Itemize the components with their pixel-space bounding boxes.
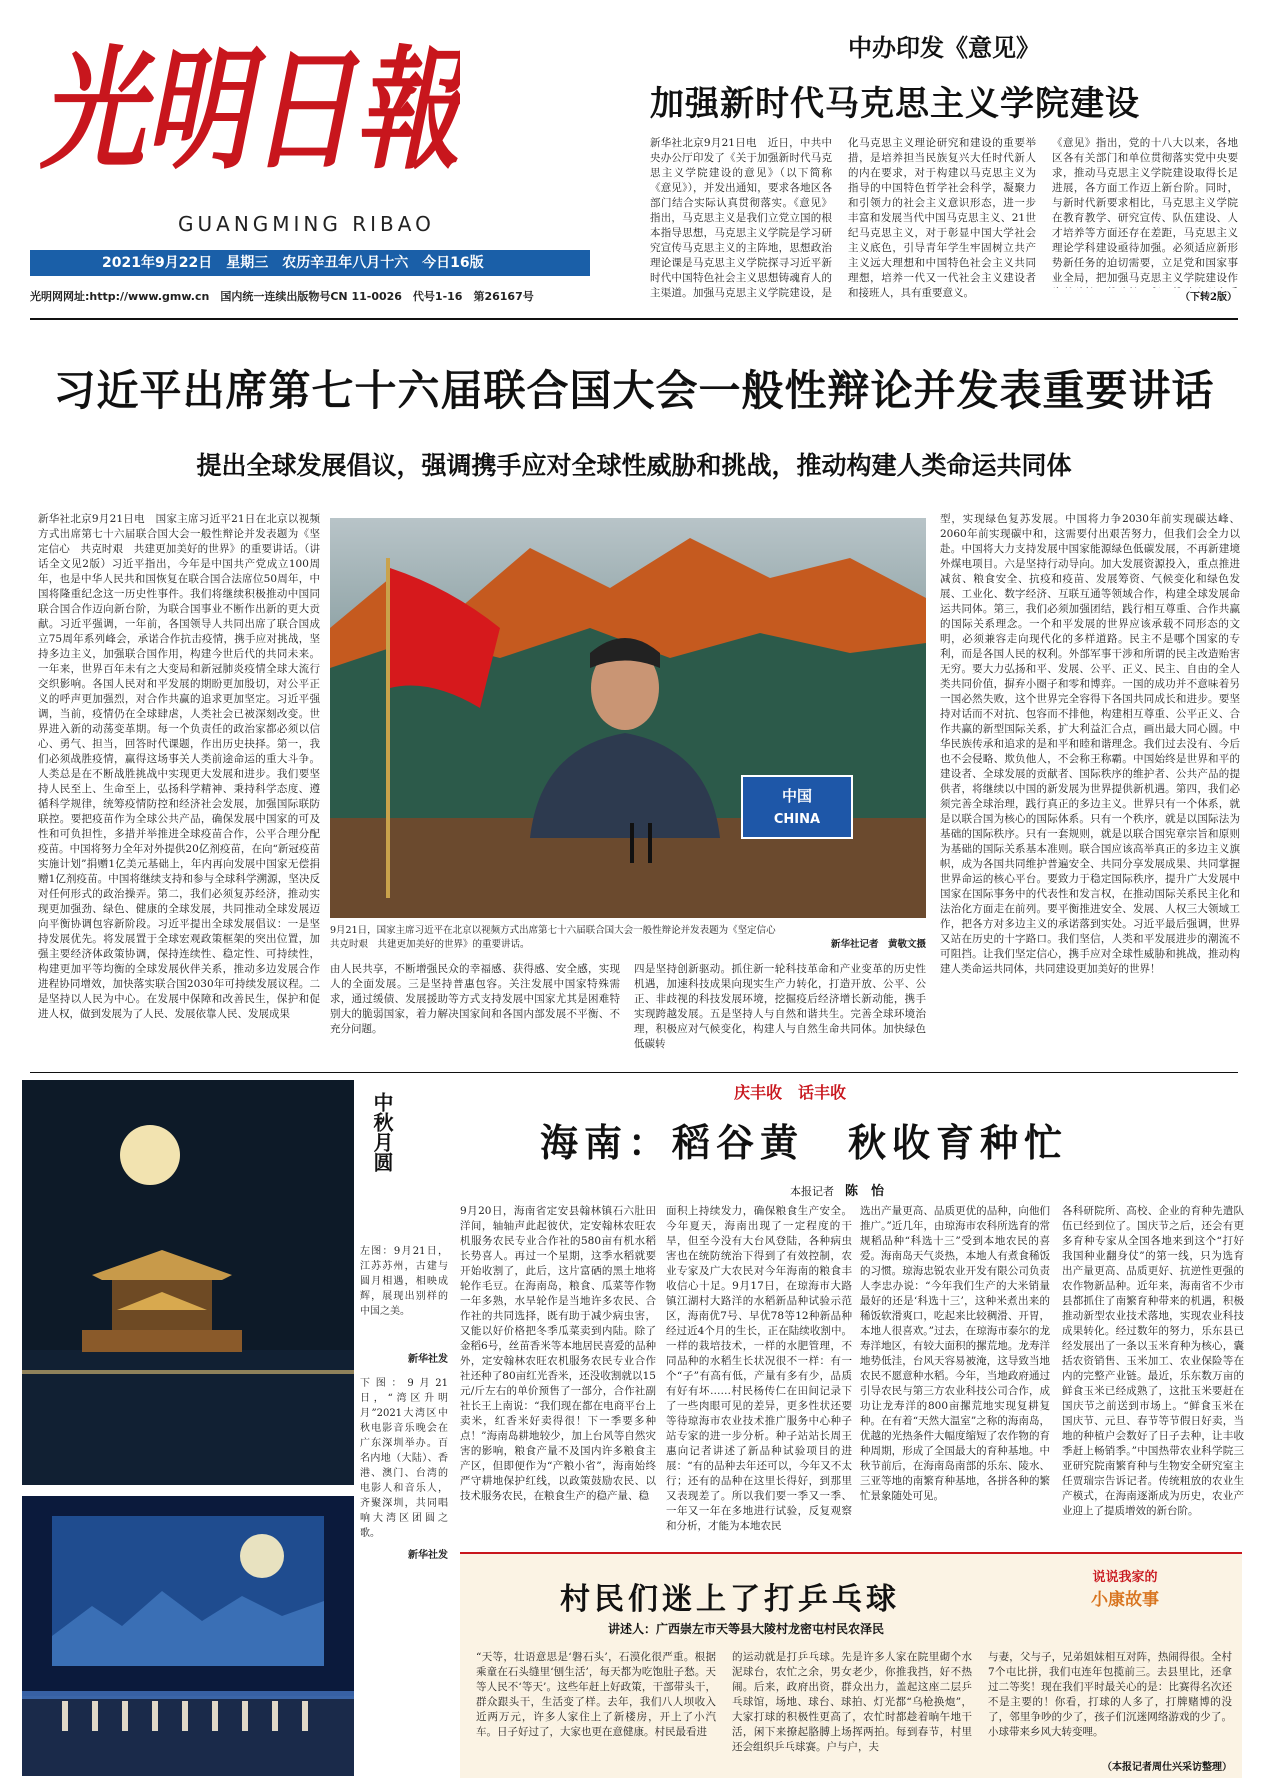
lead-headline: 习近平出席第七十六届联合国大会一般性辩论并发表重要讲话 [53, 366, 1215, 415]
mid-autumn-cap1: 左图：9月21日，江苏苏州，古建与圆月相遇，相映成辉，展现出别样的中国之美。 [360, 1246, 448, 1317]
village-headline: 村民们迷上了打乒乓球 [560, 1582, 900, 1617]
village-column-logo [1070, 1566, 1180, 1626]
hainan-reporter: 陈 怡 [845, 1184, 885, 1199]
hainan-kicker-1: 庆丰收 [734, 1083, 783, 1102]
masthead-logo-text: 光明日報 [40, 33, 460, 178]
village-col1: “天等，壮语意思是‘磐石头’，石漠化很严重。根据乘童在石头缝里‘刨生活’，每天都为吃饱肚子愁。天等人民不‘等天’。这些年赶上好政策，干部带头干，群众跟头干，生活变了样。去年，我们八人坝收入近两万元，许多人家住上了新楼房，开上了小汽车。日子好过了，大家也更在意健康。村民最看进 [476, 1651, 716, 1738]
top-story-headline: 加强新时代马克思主义学院建设 [650, 84, 1140, 124]
mid-autumn-photo-1 [22, 1080, 354, 1485]
hainan-byline-label: 本报记者 [790, 1185, 834, 1198]
village-narrator: 讲述人：广西崇左市天等县大陵村龙密屯村民农泽民 [608, 1622, 885, 1636]
lead-photo [330, 518, 926, 918]
lead-col1: 新华社北京9月21日电 国家主席习近平21日在北京以视频方式出席第七十六届联合国大会一般性辩论并发表题为《坚定信心 共克时艰 共建更加美好的世界》的重要讲话。（讲话全文见2版）习近平指出，今年是中国共产党成立100周年，也是中华人民共和国恢复在联合国合法席位50周年，中国将隆重纪念这一历史性事件。我们将继续积极推动中国同联合国合作迈向新台阶，为联合国事业不断作出新的更大贡献。习近平强调，一年前，各国领导人共同出席了联合国成立75周年系列峰会，承诺合作抗击疫情，携手应对挑战，坚持多边主义，加强联合国作用，构建今世后代的共同未来。一年来，世界百年未有之大变局和新冠肺炎疫情全球大流行交织影响。各国人民对和平发展的期盼更加殷切，对公平正义的呼声更加强烈，对合作共赢的追求更加坚定。习近平强调，当前，疫情仍在全球肆虐，人类社会已被深刻改变。世界进入新的动荡变革期。每一个负责任的政治家都必须以信心、勇气、担当，回答时代课题，作出历史抉择。第一，我们必须战胜疫情，赢得这场事关人类前途命运的重大斗争。人类总是在不断战胜挑战中实现更大发展和进步。我们要坚持人民至上、生命至上，弘扬科学精神、秉持科学态度、遵循科学规律，统筹疫情防控和经济社会发展，加强国际联防联控。要把疫苗作为全球公共产品，确保发展中国家的可及性和可负担性，多措并举推进全球疫苗合作，公平合理分配疫苗。中国将努力全年对外提供20亿剂疫苗，在向“新冠疫苗实施计划”捐赠1亿美元基础上，年内再向发展中国家无偿捐赠1亿剂疫苗。中国将继续支持和参与全球科学溯源，坚决反对任何形式的政治操弄。第二，我们必须复苏经济，推动实现更加强劲、绿色、健康的全球发展，共同推动全球发展迈向平衡协调包容新阶段。习近平提出全球发展倡议：一是坚持发展优先。将发展置于全球宏观政策框架的突出位置，加强主要经济体政策协调，保持连续性、稳定性、可持续性，构建更加平等均衡的全球发展伙伴关系，推动多边发展合作进程协同增效，加快落实联合国2030年可持续发展议程。二是坚持以人民为中心。在发展中保障和改善民生，保护和促进人权，做到发展为了人民、发展依靠人民、发展成果 [38, 513, 320, 1020]
dateline-bar: 2021年9月22日 星期三 农历辛丑年八月十六 今日16版 [30, 250, 590, 276]
mid-autumn-title-text: 中秋月圆 [370, 1092, 394, 1172]
hainan-col2: 面积上持续发力，确保粮食生产安全。今年夏天，海南出现了一定程度的干旱，但至今没有大台风登陆，各种病虫害也在统防统治下得到了有效控制，农业专家及广大农民对今年海南的粮食丰收信心十足。9月17日，在琼海市大路镇江湖村大路洋的水稻新品种试验示范区，海南优7号、早优78等12种新品种经过近4个月的生长，正在陆续收割中。一样的栽培技术，一样的水肥管理，不同品种的水稻生长状况很不一样：有一个“子”有高有低，产量有多有少，品质有好有坏……村民杨传仁在田间记录下了一些肉眼可见的差异，更多性状还要等待琼海市农业技术推广服务中心种子站专家的进一步分析。种子站站长周王惠向记者讲述了新品种试验项目的进展：“有的品种去年还可以，今年又不太行；还有的品种在这里长得好，到那里又表现差了。所以我们要一季又一季、一年又一年在多地进行试验，反复观察和分析，才能为本地农民 [666, 1205, 852, 1532]
lead-photo-caption: 9月21日，国家主席习近平在北京以视频方式出席第七十六届联合国大会一般性辩论并发表题为《坚定信心 共克时艰 共建更加美好的世界》的重要讲话。 [330, 925, 786, 950]
hainan-kicker [734, 1080, 846, 1103]
village-logo-line2: 小康故事 [1091, 1590, 1159, 1610]
mid-autumn-cap2: 下图：9月21日，“湾区升明月”2021大湾区中秋电影音乐晚会在广东深圳举办。百名内地（大陆）、香港、澳门、台湾的电影人和音乐人，齐聚深圳，共同唱响大湾区团圆之歌。 [360, 1378, 448, 1539]
nameplate-en: CHINA [773, 812, 821, 827]
village-credit: （本报记者周仕兴采访整理） [1102, 1762, 1232, 1773]
village-col3: 与妻，父与子，兄弟姐妹相互对阵，热闹得很。全村7个屯比拼，我们屯连年包揽前三。去县里比，还拿过二等奖！现在我们平时最关心的是：比赛得名次还不是主要的！你看，打球的人多了，打牌赌博的没了，邻里争吵的少了，孩子们沉迷网络游戏的少了。小球带来乡风大转变哩。 [988, 1651, 1232, 1738]
hainan-col4: 各科研院所、高校、企业的育种先遣队伍已经到位了。国庆节之后，还会有更多育种专家从全国各地来到这个“打好我国种业翻身仗”的第一线，只为选育出产量更高、品质更好、抗逆性更强的农作物新品种。近年来，海南省不少市县都抓住了南繁育种带来的机遇，积极推动新型农业技术落地，实现农业科技成果转化。经过数年的努力，乐东县已经发展出了一条以玉米育种为核心，囊括农资销售、玉米加工、农业保险等在内的完整产业链。最近，乐东数万亩的鲜食玉米已经成熟了，这批玉米要赶在国庆节之前送到市场上。“鲜食玉米在国庆节、元旦、春节等节假日好卖，当地的种植户会数好了日子去种，让丰收季赶上畅销季。”中国热带农业科学院三亚研究院南繁育种与生物安全研究室主任贾瑞宗告诉记者。传统粗放的农业生产模式，在海南逐渐成为历史，农业产业迎上了提质增效的新台阶。 [1062, 1205, 1244, 1517]
lead-col3: 四是坚持创新驱动。抓住新一轮科技革命和产业变革的历史性机遇，加速科技成果向现实生产力转化，打造开放、公平、公正、非歧视的科技发展环境，挖掘疫后经济增长新动能，携手实现跨越发展。五是坚持人与自然和谐共生。完善全球环境治理，积极应对气候变化，构建人与自然生命共同体。加快绿色低碳转 [634, 963, 926, 1050]
lead-col2: 由人民共享，不断增强民众的幸福感、获得感、安全感，实现人的全面发展。三是坚持普惠包容。关注发展中国家特殊需求，通过缓债、发展援助等方式支持发展中国家尤其是困难特别大的脆弱国家，着力解决国家间和各国内部发展不平衡、不充分问题。 [330, 963, 620, 1035]
hainan-col1: 9月20日，海南省定安县翰林镇石六肚田洋间，轴轴声此起彼伏，定安翰林农旺农机服务农民专业合作社的580亩有机水稻长势喜人。再过一个星期，这季水稻就要开始收割了，此后，这片富硒的黑土地将轮作毛豆。在海南岛，粮食、瓜菜等作物一年多熟，水旱轮作是当地许多农民、合作社的共同选择，既有助于减少病虫害，又能以好价格把冬季瓜菜卖到内陆。除了金稻6号，丝苗香米等本地居民喜爱的品种外，定安翰林农旺农机服务农民专业合作社还种了80亩红光香米，还没收割就以15元/斤左右的单价预售了一部分，合作社副社长王上南说：“我们现在都在电商平台上卖米，红香米好卖得很！下一季要多种点！”海南岛耕地较少，加上台风等自然灾害的影响，粮食产量不及国内许多粮食主产区，但即便作为“产粮小省”，海南始终严守耕地保护红线，以政策鼓励农民、以技术服务农民，在粮食生产的稳产量、稳 [460, 1205, 656, 1502]
lead-subheadline: 提出全球发展倡议，强调携手应对全球性威胁和挑战，推动构建人类命运共同体 [196, 451, 1072, 480]
top-story-col2: 化马克思主义理论研究和建设的重要举措，是培养担当民族复兴大任时代新人的内在要求，对于构建以马克思主义为指导的中国特色哲学社会科学，凝聚力和引领力的社会主义意识形态，进一步丰富和发展当代中国马克思主义、21世纪马克思主义，对于彰显中国大学社会主义底色，引导青年学生牢固树立共产主义远大理想和中国特色社会主义共同理想，培养一代又一代社会主义建设者和接班人，具有重要意义。 [848, 137, 1036, 299]
top-story-continued: （下转2版） [1180, 292, 1237, 303]
nameplate-cn: 中国 [781, 787, 813, 805]
lead-col4: 型，实现绿色复苏发展。中国将力争2030年前实现碳达峰、2060年前实现碳中和，这需要付出艰苦努力，但我们会全力以赴。中国将大力支持发展中国家能源绿色低碳发展，不再新建境外煤电项目。六是坚持行动导向。加大发展资源投入，重点推进减贫、粮食安全、抗疫和疫苗、发展筹资、气候变化和绿色发展、工业化、数字经济、互联互通等领域合作，构建全球发展命运共同体。第三，我们必须加强团结，践行相互尊重、合作共赢的国际关系理念。一个和平发展的世界应该承载不同形态的文明，必须兼容走向现代化的多样道路。民主不是哪个国家的专利，而是各国人民的权利。外部军事干涉和所谓的民主改造贻害无穷。要大力弘扬和平、发展、公平、正义、民主、自由的全人类共同价值，摒弃小圈子和零和博弈。一国的成功并不意味着另一国必然失败，这个世界完全容得下各国共同成长和进步。要坚持对话而不对抗、包容而不排他，构建相互尊重、公平正义、合作共赢的新型国际关系，扩大利益汇合点，画出最大同心圆。中华民族传承和追求的是和平和睦和谐理念。我们过去没有、今后也不会侵略、欺负他人，不会称王称霸。中国始终是世界和平的建设者、全球发展的贡献者、国际秩序的维护者、公共产品的提供者，将继续以中国的新发展为世界提供新机遇。第四，我们必须完善全球治理，践行真正的多边主义。世界只有一个体系，就是以联合国为核心的国际体系。只有一个秩序，就是以国际法为基础的国际秩序。只有一套规则，就是以联合国宪章宗旨和原则为基础的国际关系基本准则。联合国应该高举真正的多边主义旗帜，成为各国共同维护普遍安全、共同分享发展成果、共同掌握世界命运的核心平台。要致力于稳定国际秩序，提升广大发展中国家在国际事务中的代表性和发言权，在推动国际关系民主化和法治化方面走在前列。要平衡推进安全、发展、人权三大领域工作，把各方对多边主义的承诺落到实处。习近平最后强调，世界又站在历史的十字路口。我们坚信，人类和平发展进步的潮流不可阻挡。让我们坚定信心，携手应对全球性威胁和挑战，推动构建人类命运共同体，共同建设更加美好的世界！ [940, 513, 1240, 975]
mid-autumn-cap1-credit: 新华社发 [408, 1354, 448, 1365]
publication-info: 光明网网址:http://www.gmw.cn 国内统一连续出版物号CN 11-0026 代号1-16 第26167号 [30, 290, 534, 303]
top-story-col1: 新华社北京9月21日电 近日，中共中央办公厅印发了《关于加强新时代马克思主义学院建设的意见》（以下简称《意见》），并发出通知，要求各地区各部门结合实际认真贯彻落实。《意见》指出，马克思主义是我们立党立国的根本指导思想，马克思主义学院是学习研究宣传马克思主义的主阵地，思想政治理论课是马克思主义学院探寻习近平新时代中国特色社会主义思想铸魂育人的主渠道。加强马克思主义学院建设，是 [650, 137, 832, 299]
mid-autumn-title [368, 1092, 392, 1179]
masthead-divider [30, 318, 1238, 320]
masthead-logo [40, 28, 460, 178]
top-story-kicker: 中办印发《意见》 [848, 34, 1040, 62]
hainan-kicker-2: 话丰收 [798, 1083, 847, 1102]
hainan-col3: 选出产量更高、品质更优的品种，向他们推广。”近几年，由琼海市农科所选育的常规稻品种“科选十三”受到本地农民的喜爱。海南岛天气炎热，本地人有煮食稀饭的习惯。琼海忠锐农业开发有限公司负责人李忠办说：“今年我们生产的大米销量最好的还是‘科选十三’，这种米煮出来的稀饭软滑爽口，吃起来比较稠滑、开胃，本地人很喜欢。”过去，在琼海市泰尔的龙寿洋地区，有较大面积的摞荒地。龙寿洋地势低洼，台风天容易被淹，这导致当地农民不愿意种水稻。今年，当地政府通过引导农民与第三方农业科技公司合作，成功让龙寿洋的800亩摞荒地实现复耕复种。在有着“天然大温室”之称的海南岛，优越的光热条件大幅度缩短了农作物的育种周期，形成了全国最大的育种基地。中秋节前后，在海南岛南部的乐东、陵水、三亚等地的南繁育种基地，各拼各种的繁忙景象随处可见。 [860, 1205, 1050, 1502]
hainan-headline: 海南：稻谷黄 秋收育种忙 [540, 1121, 1069, 1165]
masthead-pinyin: GUANGMING RIBAO [178, 212, 435, 236]
mid-autumn-cap2-credit: 新华社发 [408, 1550, 448, 1561]
lead-photo-credit: 新华社记者 黄敬文摄 [830, 939, 926, 950]
hainan-byline [790, 1180, 884, 1199]
mid-autumn-photo-2 [22, 1496, 354, 1776]
village-logo-line1: 说说我家的 [1092, 1570, 1158, 1585]
top-story-col3: 《意见》指出，党的十八大以来，各地区各有关部门和单位贯彻落实党中央要求，推动马克思主义学院建设取得长足进展，各方面工作迈上新台阶。同时，与新时代新要求相比，马克思主义学院在教育教学、研究宣传、队伍建设、人才培养等方面还存在差距，马克思主义理论学科建设亟待加强。必须适应新形势新任务的迫切需要，立足党和国家事业全局，把加强马克思主义学院建设作 [1052, 137, 1238, 284]
lead-bottom-divider [30, 1072, 1238, 1073]
village-col2: 的运动就是打乒乓球。先是许多人家在院里砌个水泥球台，农忙之余，男女老少，你推我挡，好不热闹。后来，政府出资，群众出力，盖起这座二层乒乓球馆，场地、球台、球拍、灯光都“乌枪换炮”，大家打球的积极性更高了，农忙时都趁着晌午地干活，闲下来撩起胳膊上场挥两拍。每到春节，村里还会组织乒乓球赛。户与户，夫 [732, 1651, 972, 1753]
